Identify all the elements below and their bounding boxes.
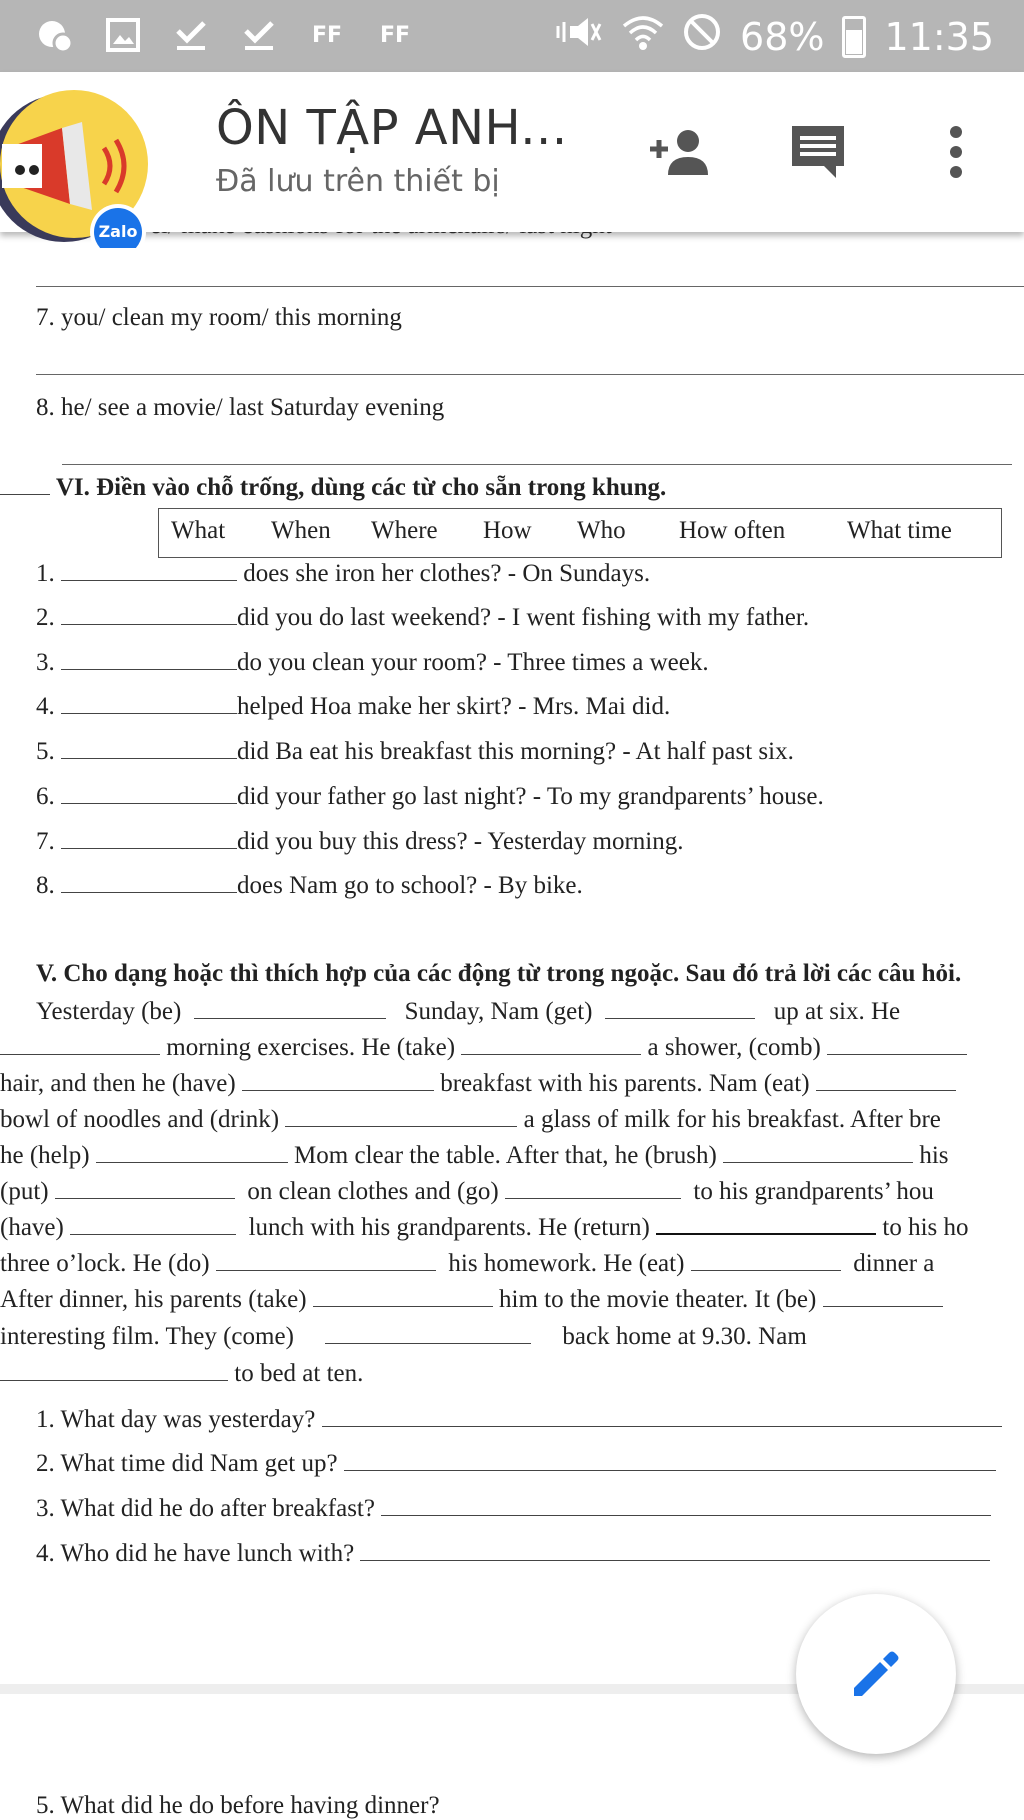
battery-percent: 68% bbox=[740, 14, 825, 59]
wifi-icon bbox=[622, 12, 664, 61]
passage-line: morning exercises. He (take) a shower, (comb) bbox=[0, 1034, 967, 1062]
download-done-icon bbox=[170, 14, 212, 56]
vibrate-mute-icon bbox=[554, 12, 604, 61]
comment-button[interactable] bbox=[782, 116, 854, 188]
passage-line: three o’lock. He (do) his homework. He (eat) dinner a bbox=[0, 1250, 935, 1277]
word-box-word: How bbox=[483, 517, 532, 544]
more-vert-icon bbox=[946, 124, 966, 180]
passage-line: interesting film. They (come) back home at 9.30. Nam bbox=[0, 1323, 807, 1350]
edit-fab-button[interactable] bbox=[796, 1594, 956, 1754]
word-box bbox=[158, 508, 1002, 558]
question-item: 2. What time did Nam get up? bbox=[36, 1450, 996, 1478]
question-item: 3. What did he do after breakfast? bbox=[36, 1495, 991, 1523]
do-not-disturb-icon bbox=[682, 12, 722, 61]
status-right-icons bbox=[554, 12, 994, 61]
list-item: 1. does she iron her clothes? - On Sundays. bbox=[36, 560, 651, 587]
pencil-icon bbox=[848, 1646, 904, 1702]
exercise-item-7: 7. you/ clean my room/ this morning bbox=[36, 304, 402, 331]
passage-line: (have) lunch with his grandparents. He (return) to his ho bbox=[0, 1214, 969, 1241]
ff-label: FF bbox=[379, 22, 411, 48]
status-left-icons bbox=[34, 14, 416, 56]
clock: 11:35 bbox=[884, 14, 994, 59]
list-item: 6. did your father go last night? - To my grandparents’ house. bbox=[36, 783, 824, 810]
answer-line bbox=[36, 374, 1024, 375]
word-box-word: When bbox=[271, 517, 331, 544]
more-options-button[interactable] bbox=[920, 116, 992, 188]
blank bbox=[0, 475, 50, 495]
list-item: 3. do you clean your room? - Three times a week. bbox=[36, 649, 709, 676]
zalo-badge: Zalo bbox=[98, 222, 138, 241]
section-vi-heading: VI. Điền vào chỗ trống, dùng các từ cho sẵn trong khung. bbox=[0, 474, 666, 502]
list-item: 8. does Nam go to school? - By bike. bbox=[36, 872, 583, 899]
passage-line: Yesterday (be) Sunday, Nam (get) up at six. He bbox=[36, 998, 901, 1025]
word-box-word: Who bbox=[577, 517, 626, 544]
document-title: ÔN TẬP ANH... bbox=[216, 100, 568, 156]
word-box-word: What time bbox=[847, 517, 952, 544]
passage-line: to bed at ten. bbox=[0, 1360, 363, 1388]
word-box-word: Where bbox=[371, 517, 438, 544]
passage-line: (put) on clean clothes and (go) to his grandparents’ hou bbox=[0, 1178, 934, 1205]
list-item: 7. did you buy this dress? - Yesterday morning. bbox=[36, 828, 684, 855]
add-person-icon bbox=[646, 127, 714, 177]
ff-label: FF bbox=[311, 22, 343, 48]
answer-line bbox=[36, 286, 1024, 287]
question-item: 5. What did he do before having dinner? bbox=[36, 1792, 440, 1819]
notification-icon bbox=[34, 14, 76, 56]
passage-line: After dinner, his parents (take) him to the movie theater. It (be) bbox=[0, 1286, 943, 1314]
question-item: 4. Who did he have lunch with? bbox=[36, 1540, 990, 1568]
add-person-button[interactable] bbox=[644, 116, 716, 188]
word-box-word: What bbox=[171, 517, 226, 544]
list-item: 4. helped Hoa make her skirt? - Mrs. Mai did. bbox=[36, 693, 671, 720]
question-item: 1. What day was yesterday? bbox=[36, 1406, 1002, 1434]
passage-line: he (help) Mom clear the table. After that, he (brush) his bbox=[0, 1142, 949, 1169]
word-box-word: How often bbox=[679, 517, 786, 544]
exercise-item-8: 8. he/ see a movie/ last Saturday evening bbox=[36, 394, 445, 421]
section-v-heading: V. Cho dạng hoặc thì thích hợp của các động từ trong ngoặc. Sau đó trả lời các câu hỏi. bbox=[36, 960, 962, 987]
passage-line: bowl of noodles and (drink) a glass of milk for his breakfast. After bre bbox=[0, 1106, 941, 1133]
list-item: 5. did Ba eat his breakfast this morning? - At half past six. bbox=[36, 738, 794, 765]
comment-icon bbox=[788, 122, 848, 182]
list-item: 2. did you do last weekend? - I went fishing with my father. bbox=[36, 604, 810, 631]
download-done-icon bbox=[238, 14, 280, 56]
battery-icon bbox=[842, 16, 866, 58]
passage-line: hair, and then he (have) breakfast with his parents. Nam (eat) bbox=[0, 1070, 956, 1098]
answer-line bbox=[62, 464, 1012, 465]
status-bar bbox=[0, 0, 1024, 72]
document-subtitle: Đã lưu trên thiết bị bbox=[216, 164, 500, 199]
image-icon bbox=[102, 14, 144, 56]
zalo-chat-head[interactable] bbox=[0, 84, 156, 248]
